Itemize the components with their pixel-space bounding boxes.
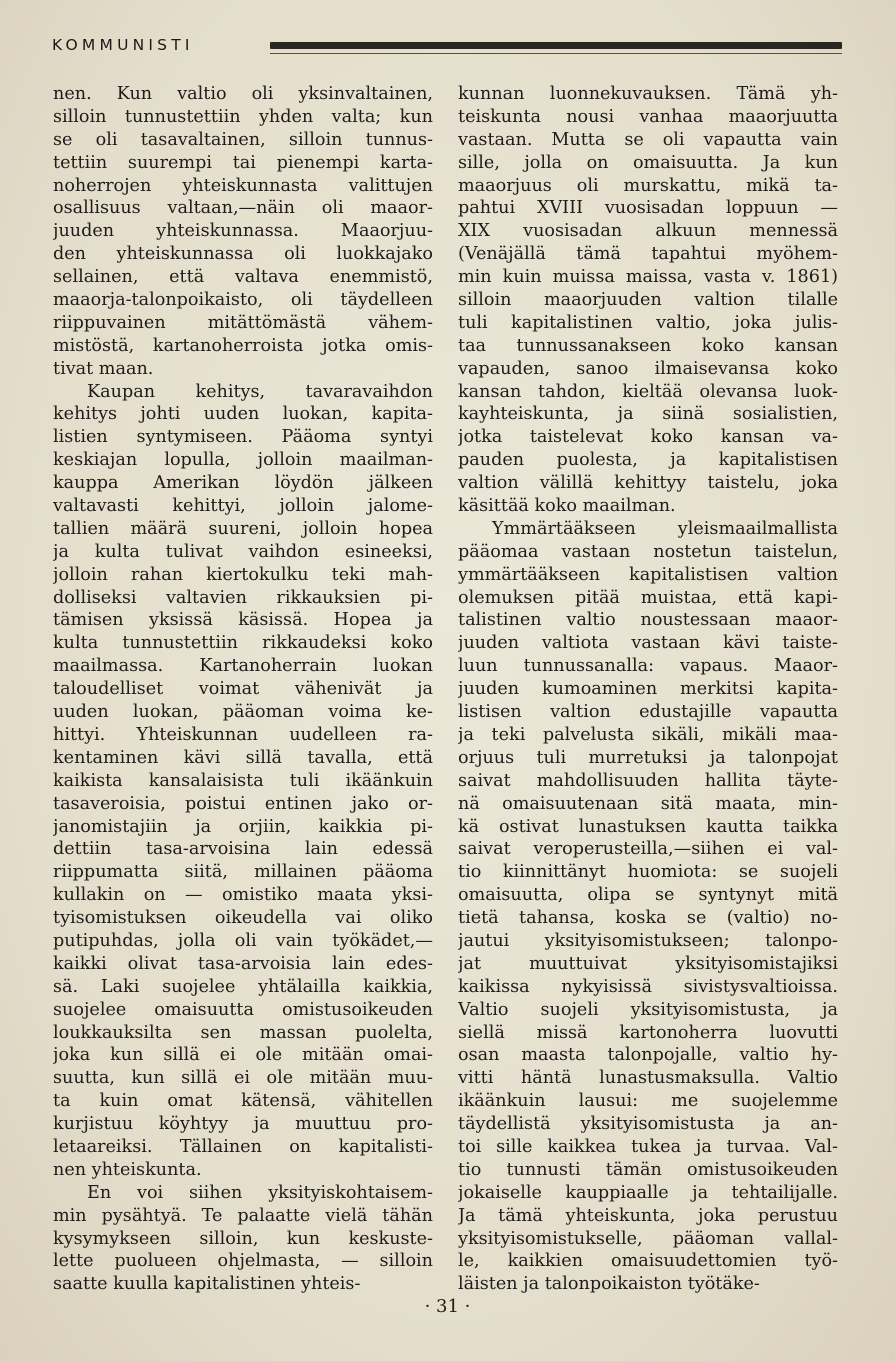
left-text-line: kaikki olivat tasa-arvoisia lain edes- — [53, 953, 433, 974]
header-rule-thin — [270, 53, 842, 54]
left-text-line: listien syntymiseen. Pääoma syntyi — [53, 427, 433, 448]
left-text-line: tettiin suurempi tai pienempi karta- — [53, 152, 433, 173]
left-text-line: dettiin tasa-arvoisina lain edessä — [53, 839, 433, 860]
right-text-line: tio tunnusti tämän omistusoikeuden — [458, 1159, 838, 1180]
left-text-line: juuden yhteiskunnassa. Maaorjuu- — [53, 221, 433, 242]
right-text-line: min kuin muissa maissa, vasta v. 1861) — [458, 267, 838, 288]
left-text-line: mistöstä, kartanoherroista jotka omis- — [53, 335, 433, 356]
left-text-line: noherrojen yhteiskunnasta valittujen — [53, 175, 433, 196]
left-text-line: maaorja-talonpoikaisto, oli täydelleen — [53, 290, 433, 311]
right-text-line: jotka taistelevat koko kansan va- — [458, 427, 838, 448]
left-text-line: kauppa Amerikan löydön jälkeen — [53, 473, 433, 494]
right-text-line: Valtio suojeli yksityisomistusta, ja — [458, 999, 838, 1020]
right-text-line: teiskunta nousi vanhaa maaorjuutta — [458, 106, 838, 127]
left-text-line: dolliseksi valtavien rikkauksien pi- — [53, 587, 433, 608]
left-text-line: maailmassa. Kartanoherrain luokan — [53, 656, 433, 677]
left-text-line: se oli tasavaltainen, silloin tunnus- — [53, 129, 433, 150]
left-text-line: ta kuin omat kätensä, vähitellen — [53, 1091, 433, 1112]
left-text-column — [53, 83, 433, 1296]
page-header — [52, 34, 842, 60]
right-text-line: silloin maaorjuuden valtion tilalle — [458, 290, 838, 311]
left-text-line: riippuvainen mitättömästä vähem- — [53, 312, 433, 333]
right-text-column — [458, 83, 838, 1296]
right-text-line: nä omaisuutenaan sitä maata, min- — [458, 793, 838, 814]
right-text-line: kunnan luonnekuvauksen. Tämä yh- — [458, 84, 838, 104]
left-text-line: riippumatta siitä, millainen pääoma — [53, 862, 433, 883]
right-text-line: toi sille kaikkea tukea ja turvaa. Val- — [458, 1136, 838, 1157]
right-text-line: Ja tämä yhteiskunta, joka perustuu — [458, 1205, 838, 1226]
right-text-line: olemuksen pitää muistaa, että kapi- — [458, 587, 838, 608]
right-text-line: ikäänkuin lausui: me suojelemme — [458, 1091, 838, 1112]
left-text-line: jolloin rahan kiertokulku teki mah- — [53, 564, 433, 585]
right-text-line: saivat mahdollisuuden hallita täyte- — [458, 770, 838, 791]
right-text-line: talistinen valtio noustessaan maaor- — [458, 610, 838, 631]
left-text-line: putipuhdas, jolla oli vain työkädet,— — [53, 930, 433, 951]
right-text-line: vastaan. Mutta se oli vapautta vain — [458, 129, 838, 150]
right-text-line: vitti häntä lunastusmaksulla. Valtio — [458, 1068, 838, 1089]
right-text-line: tietä tahansa, koska se (valtio) no- — [458, 908, 838, 929]
left-text-line: kurjistuu köyhtyy ja muuttuu pro- — [53, 1114, 433, 1135]
left-text-line: keskiajan lopulla, jolloin maailman- — [53, 450, 433, 471]
left-text-line: letaareiksi. Tällainen on kapitalisti- — [53, 1136, 433, 1157]
right-text-line: Ymmärtääkseen yleismaailmallista — [492, 518, 838, 539]
right-text-line: tuli kapitalistinen valtio, joka julis- — [458, 312, 838, 333]
right-text-line: pahtui XVIII vuosisadan loppuun — — [458, 198, 838, 219]
right-text-line: luun tunnussanalla: vapaus. Maaor- — [458, 656, 838, 677]
right-text-line: läisten ja talonpoikaiston työtäke- — [458, 1274, 760, 1295]
right-text-line: (Venäjällä tämä tapahtui myöhem- — [458, 244, 838, 265]
left-text-line: tyisomistuksen oikeudella vai oliko — [53, 908, 433, 929]
left-text-line: lette puolueen ohjelmasta, — silloin — [53, 1251, 433, 1272]
right-text-line: tio kiinnittänyt huomiota: se suojeli — [458, 862, 838, 883]
left-text-line: uuden luokan, pääoman voima ke- — [53, 702, 433, 723]
page-number: · 31 · — [424, 1296, 471, 1317]
left-text-line: taloudelliset voimat vähenivät ja — [53, 679, 433, 700]
left-text-line: tämisen yksissä käsissä. Hopea ja — [53, 610, 433, 631]
left-text-line: janomistajiin ja orjiin, kaikkia pi- — [53, 816, 433, 837]
left-text-line: tasaveroisia, poistui entinen jako or- — [53, 793, 433, 814]
left-text-line: tallien määrä suureni, jolloin hopea — [53, 518, 433, 539]
right-text-line: jautui yksityisomistukseen; talonpo- — [458, 930, 838, 951]
right-text-line: osan maasta talonpojalle, valtio hy- — [458, 1045, 838, 1066]
left-text-line: tivat maan. — [53, 358, 154, 379]
right-text-line: omaisuutta, olipa se syntynyt mitä — [458, 885, 838, 906]
header-rule — [270, 42, 842, 49]
right-text-line: orjuus tuli murretuksi ja talonpojat — [458, 747, 838, 768]
right-text-line: taa tunnussanakseen koko kansan — [458, 335, 838, 356]
right-text-line: pääomaa vastaan nostetun taistelun, — [458, 541, 838, 562]
left-text-line: loukkauksilta sen massan puolelta, — [53, 1022, 433, 1043]
left-text-line: silloin tunnustettiin yhden valta; kun — [53, 106, 433, 127]
left-text-line: suojelee omaisuutta omistusoikeuden — [53, 999, 433, 1020]
right-text-line: XIX vuosisadan alkuun mennessä — [458, 221, 838, 242]
left-text-line: sä. Laki suojelee yhtälailla kaikkia, — [53, 976, 433, 997]
left-text-line: kehitys johti uuden luokan, kapita- — [53, 404, 433, 425]
right-text-line: listisen valtion edustajille vapautta — [458, 702, 838, 723]
right-text-line: pauden puolesta, ja kapitalistisen — [458, 450, 838, 471]
left-text-line: joka kun sillä ei ole mitään omai- — [53, 1045, 433, 1066]
running-head: KOMMUNISTI — [52, 36, 194, 54]
right-text-line: kayhteiskunta, ja siinä sosialistien, — [458, 404, 838, 425]
left-text-line: kulta tunnustettiin rikkaudeksi koko — [53, 633, 433, 654]
right-text-line: siellä missä kartonoherra luovutti — [458, 1022, 838, 1043]
left-text-line: kysymykseen silloin, kun keskuste- — [53, 1228, 433, 1249]
left-text-line: sellainen, että valtava enemmistö, — [53, 267, 433, 288]
right-text-line: kansan tahdon, kieltää olevansa luok- — [458, 381, 838, 402]
right-text-line: ja teki palvelusta sikäli, mikäli maa- — [458, 724, 838, 745]
right-text-line: jat muuttuivat yksityisomistajiksi — [458, 953, 838, 974]
right-text-line: sille, jolla on omaisuutta. Ja kun — [458, 152, 838, 173]
left-text-line: Kaupan kehitys, tavaravaihdon — [87, 381, 433, 402]
left-text-line: osallisuus valtaan,—näin oli maaor- — [53, 198, 433, 219]
right-text-line: maaorjuus oli murskattu, mikä ta- — [458, 175, 838, 196]
left-text-line: hittyi. Yhteiskunnan uudelleen ra- — [53, 724, 433, 745]
right-text-line: kaikissa nykyisissä sivistysvaltioissa. — [458, 976, 838, 997]
right-text-line: le, kaikkien omaisuudettomien työ- — [458, 1251, 838, 1272]
left-text-line: nen yhteiskunta. — [53, 1159, 202, 1180]
left-text-line: valtavasti kehittyi, jolloin jalome- — [53, 496, 433, 517]
right-text-line: juuden valtiota vastaan kävi taiste- — [458, 633, 838, 654]
right-text-line: yksityisomistukselle, pääoman vallal- — [458, 1228, 838, 1249]
left-text-line: kullakin on — omistiko maata yksi- — [53, 885, 433, 906]
right-text-line: kä ostivat lunastuksen kautta taikka — [458, 816, 838, 837]
right-text-line: valtion välillä kehittyy taistelu, joka — [458, 473, 838, 494]
left-text-line: kaikista kansalaisista tuli ikäänkuin — [53, 770, 433, 791]
right-text-line: vapauden, sanoo ilmaisevansa koko — [458, 358, 838, 379]
left-text-line: min pysähtyä. Te palaatte vielä tähän — [53, 1205, 433, 1226]
right-text-line: käsittää koko maailman. — [458, 496, 676, 517]
left-text-line: nen. Kun valtio oli yksinvaltainen, — [53, 84, 433, 104]
right-text-line: jokaiselle kauppiaalle ja tehtailijalle. — [458, 1182, 838, 1203]
right-text-line: ymmärtääkseen kapitalistisen valtion — [458, 564, 838, 585]
right-text-line: juuden kumoaminen merkitsi kapita- — [458, 679, 838, 700]
left-text-line: den yhteiskunnassa oli luokkajako — [53, 244, 433, 265]
left-text-line: ja kulta tulivat vaihdon esineeksi, — [53, 541, 433, 562]
left-text-line: suutta, kun sillä ei ole mitään muu- — [53, 1068, 433, 1089]
left-text-line: saatte kuulla kapitalistinen yhteis- — [53, 1274, 361, 1295]
left-text-line: En voi siihen yksityiskohtaisem- — [87, 1182, 433, 1203]
right-text-line: täydellistä yksityisomistusta ja an- — [458, 1114, 838, 1135]
right-text-line: saivat veroperusteilla,—siihen ei val- — [458, 839, 838, 860]
left-text-line: kentaminen kävi sillä tavalla, että — [53, 747, 433, 768]
